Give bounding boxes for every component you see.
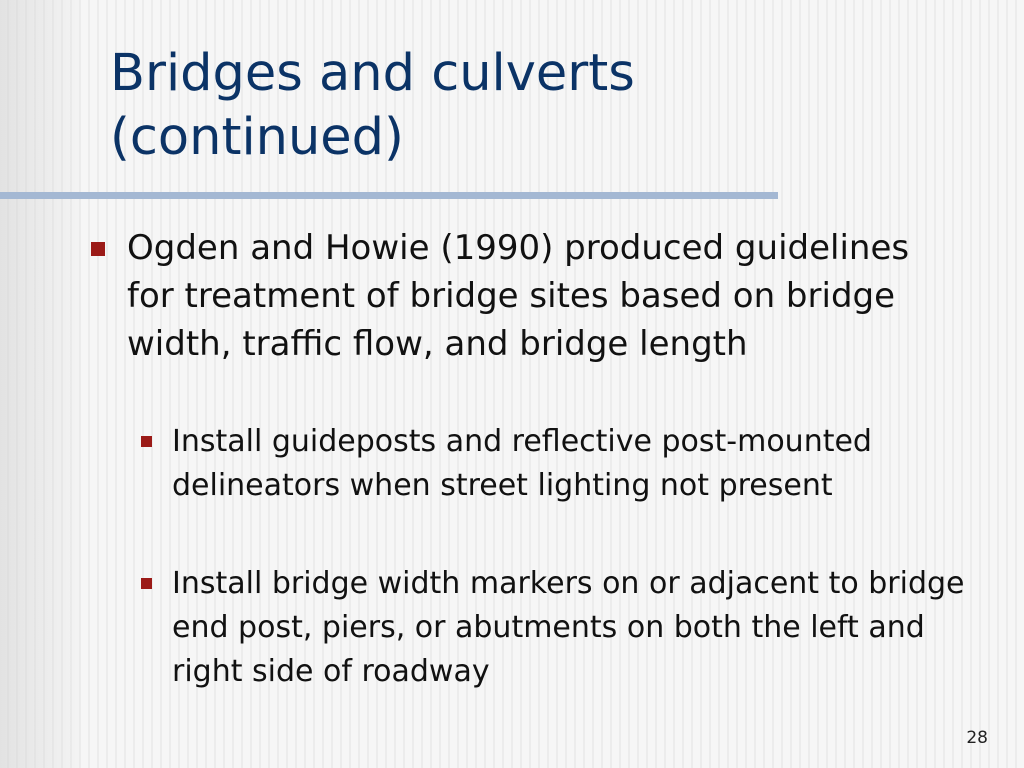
sub-bullet-guideposts xyxy=(172,420,992,508)
bullet-item-main xyxy=(127,224,927,368)
sub-bullet-width-markers xyxy=(172,562,992,694)
sub-bullet-text: Install guideposts and reflective post-mounted delineators when street lighting not present xyxy=(172,424,872,503)
square-bullet-icon xyxy=(91,242,105,256)
page-number: 28 xyxy=(966,728,988,748)
square-bullet-icon xyxy=(141,578,152,589)
square-bullet-icon xyxy=(141,436,152,447)
sub-bullet-text: Install bridge width markers on or adjacent to bridge end post, piers, or abutments on both the left and right side of roadway xyxy=(172,566,965,689)
background-left-shade xyxy=(0,0,80,768)
slide-title: Bridges and culverts (continued) xyxy=(110,44,635,167)
bullet-text: Ogden and Howie (1990) produced guidelines for treatment of bridge sites based on bridge width, traffic flow, and bridge length xyxy=(127,228,910,364)
title-underline-rule xyxy=(0,192,778,199)
